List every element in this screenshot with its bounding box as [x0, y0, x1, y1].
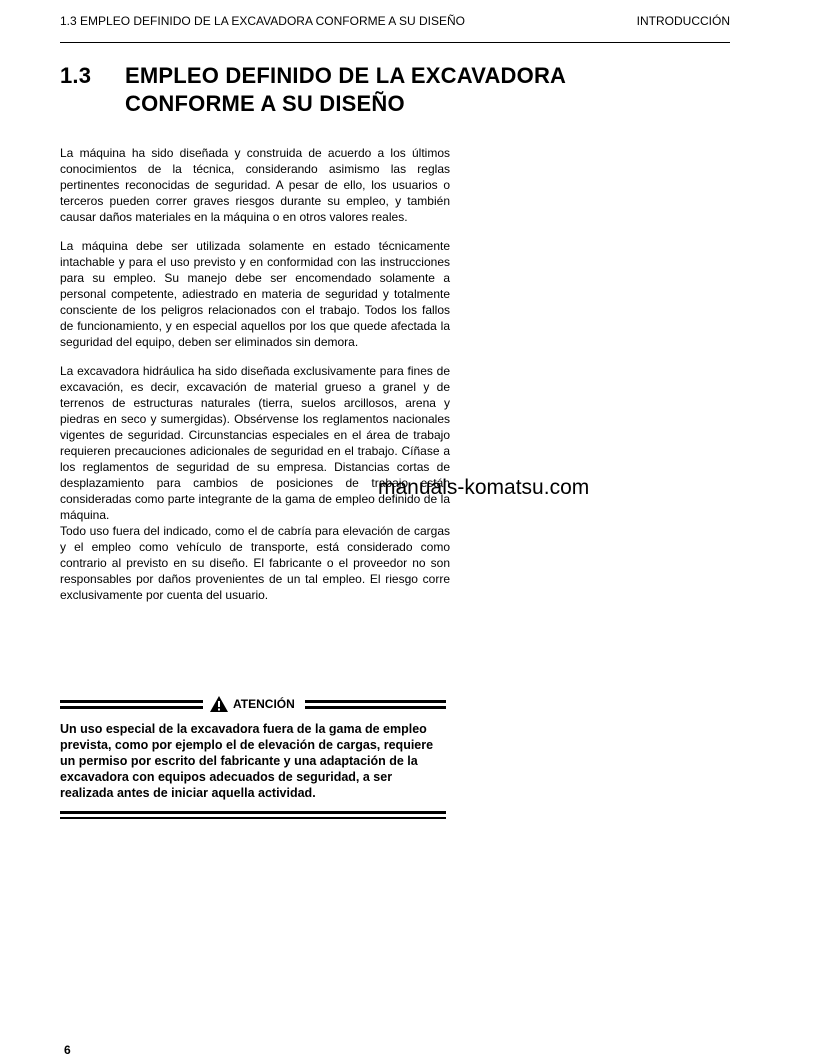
page-number: 6 — [64, 1043, 71, 1057]
section-number: 1.3 — [60, 63, 92, 88]
warning-box — [60, 694, 446, 819]
body-text — [60, 145, 450, 616]
warning-rule-left — [60, 700, 203, 709]
paragraph-2: La máquina debe ser utilizada solamente en estado técnicamente intachable y para el uso previsto y en conformidad con las instrucciones para su empleo. Su manejo debe ser encomendado solamente a personal competente, adiestrado en materia de seguridad y totalmente consciente de los peligros relacionados con el trabajo. Todos los fallos de funcionamiento, y en especial aquellos por los que quede afectada la seguridad del equipo, deben ser eliminados sin demora. — [60, 239, 450, 349]
section-title: EMPLEO DEFINIDO DE LA EXCAVADORA CONFORME A SU DISEÑO — [125, 63, 566, 116]
header-section-title: 1.3 EMPLEO DEFINIDO DE LA EXCAVADORA CONFORME A SU DISEÑO — [60, 14, 465, 28]
paragraph-4: Todo uso fuera del indicado, como el de cabría para elevación de cargas y el empleo como vehículo de transporte, está considerado como contrario al previsto en su diseño. El fabricante o el proveedor no son responsables por daños provenientes de un tal empleo. El riesgo corre exclusivamente por cuenta del usuario. — [60, 524, 450, 602]
warning-label: ATENCIÓN — [233, 697, 295, 711]
warning-label-group — [209, 694, 295, 714]
header-chapter: INTRODUCCIÓN — [636, 14, 730, 28]
paragraph-1: La máquina ha sido diseñada y construida de acuerdo a los últimos conocimientos de la técnica, considerando asimismo las reglas pertinentes reconocidas de seguridad. A pesar de ello, los usuarios o terceros pueden correr graves riesgos durante su empleo, y también causar daños materiales en la máquina o en otros valores reales. — [60, 146, 450, 224]
warning-rule-right — [305, 700, 446, 709]
warning-triangle-icon — [209, 695, 229, 713]
warning-header — [60, 694, 446, 714]
page-header — [60, 14, 730, 43]
warning-text: Un uso especial de la excavadora fuera de la gama de empleo prevista, como por ejemplo el de elevación de cargas, requiere un permiso por escrito del fabricante y una adaptación de la excavadora con equipos adecuados de seguridad, a ser realizada antes de iniciar aquella actividad. — [60, 722, 434, 800]
paragraph-3: La excavadora hidráulica ha sido diseñada exclusivamente para fines de excavación, es decir, excavación de material grueso a granel y de terrenos de estructuras naturales (tierra, suelos arcillosos, arena y piedras en seco y sumergidas). Obsérvense los reglamentos nacionales vigentes de seguridad. Circunstancias especiales en el área de trabajo requieren precauciones adicionales de seguridad en el trabajo. Cíñase a los reglamentos de seguridad de su empresa. Distancias cortas de desplazamiento para cambios de posiciones de trabajo están consideradas como parte integrante de la gama de empleo definido de la máquina. — [60, 364, 450, 522]
watermark: manuals-komatsu.com — [378, 476, 590, 499]
warning-rule-bottom — [60, 811, 446, 819]
